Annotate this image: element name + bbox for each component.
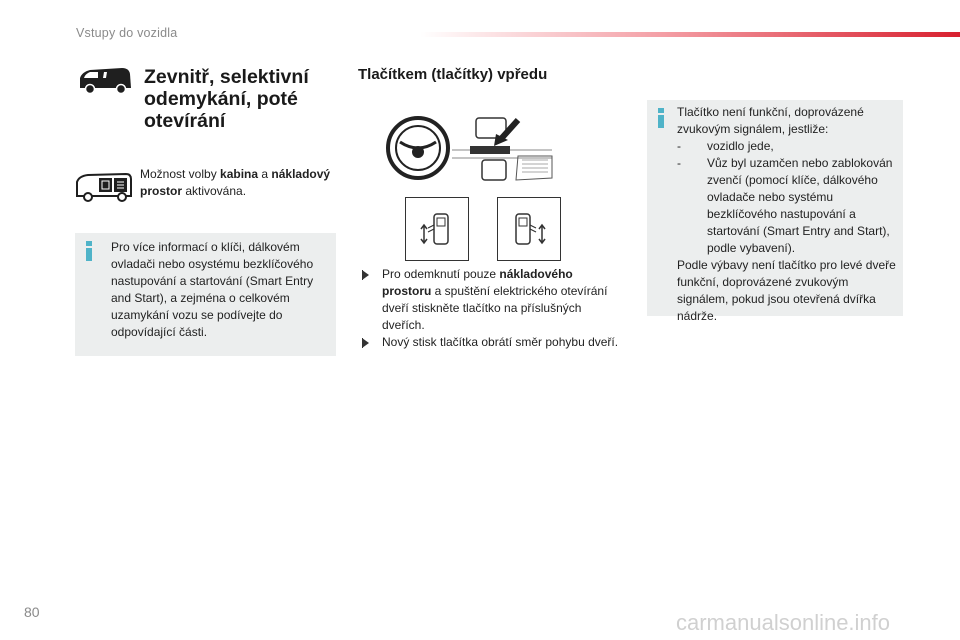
van-side-view-icon xyxy=(74,170,134,204)
list-item: Nový stisk tlačítka obrátí směr pohybu dveří. xyxy=(358,334,620,351)
watermark: carmanualsonline.info xyxy=(676,610,891,635)
info-icon xyxy=(657,108,665,128)
option-description: Možnost volby kabina a nákladový prostor aktivována. xyxy=(140,167,331,198)
rear-door-button-right-illustration xyxy=(497,197,561,261)
instruction-list xyxy=(358,266,620,351)
page-number: 80 xyxy=(24,604,40,620)
door-button-left-icon xyxy=(406,198,468,260)
subsection-title: Tlačítkem (tlačítky) vpředu xyxy=(358,66,548,83)
info-text: Pro více informací o klíči, dálkovém ovladači nebo osystému bezklíčového nastupování a startování (Smart Entry and Start), a zejména o celkovém uzamykání vozu se podívejte do odpovídající části. xyxy=(111,240,314,339)
arrow-bullet-icon xyxy=(362,338,369,348)
info-icon xyxy=(85,241,93,261)
door-button-right-icon xyxy=(498,198,560,260)
dashboard-illustration xyxy=(382,110,558,190)
header-accent-line xyxy=(420,32,960,37)
list-item: - Vůz byl uzamčen nebo zablokován zvenčí (pomocí klíče, dálkového ovladače nebo systému bezklíčového nastupování a startování (Smart Entry and Start), podle vybavení). xyxy=(677,156,893,255)
info-box-right xyxy=(647,100,903,323)
rear-door-button-left-illustration xyxy=(405,197,469,261)
van-icon xyxy=(74,64,134,96)
list-item: - vozidlo jede, xyxy=(677,139,774,153)
info-box-left xyxy=(75,233,336,356)
running-header: Vstupy do vozidla xyxy=(76,26,178,40)
arrow-bullet-icon xyxy=(362,270,369,280)
info-text: Tlačítko není funkční, doprovázené zvukovým signálem, jestliže: - vozidlo jede, - Vůz byl uzamčen nebo zablokován zvenčí (pomocí klíče, dálkového ovladače nebo systému bezklíčového nastupování a startování (Smart Entry and Start), podle vybavení). Podle výbavy není tlačítko pro levé dveře funkční, doprovázené zvukovým signálem, pokud jsou otevřená dvířka nádrže. xyxy=(677,104,899,325)
section-title: Zevnitř, selektivní odemykání, poté otevírání xyxy=(144,66,309,132)
list-item: Pro odemknutí pouze nákladového prostoru a spuštění elektrického otevírání dveří stiskněte tlačítko na příslušných dveřích. xyxy=(358,266,620,334)
